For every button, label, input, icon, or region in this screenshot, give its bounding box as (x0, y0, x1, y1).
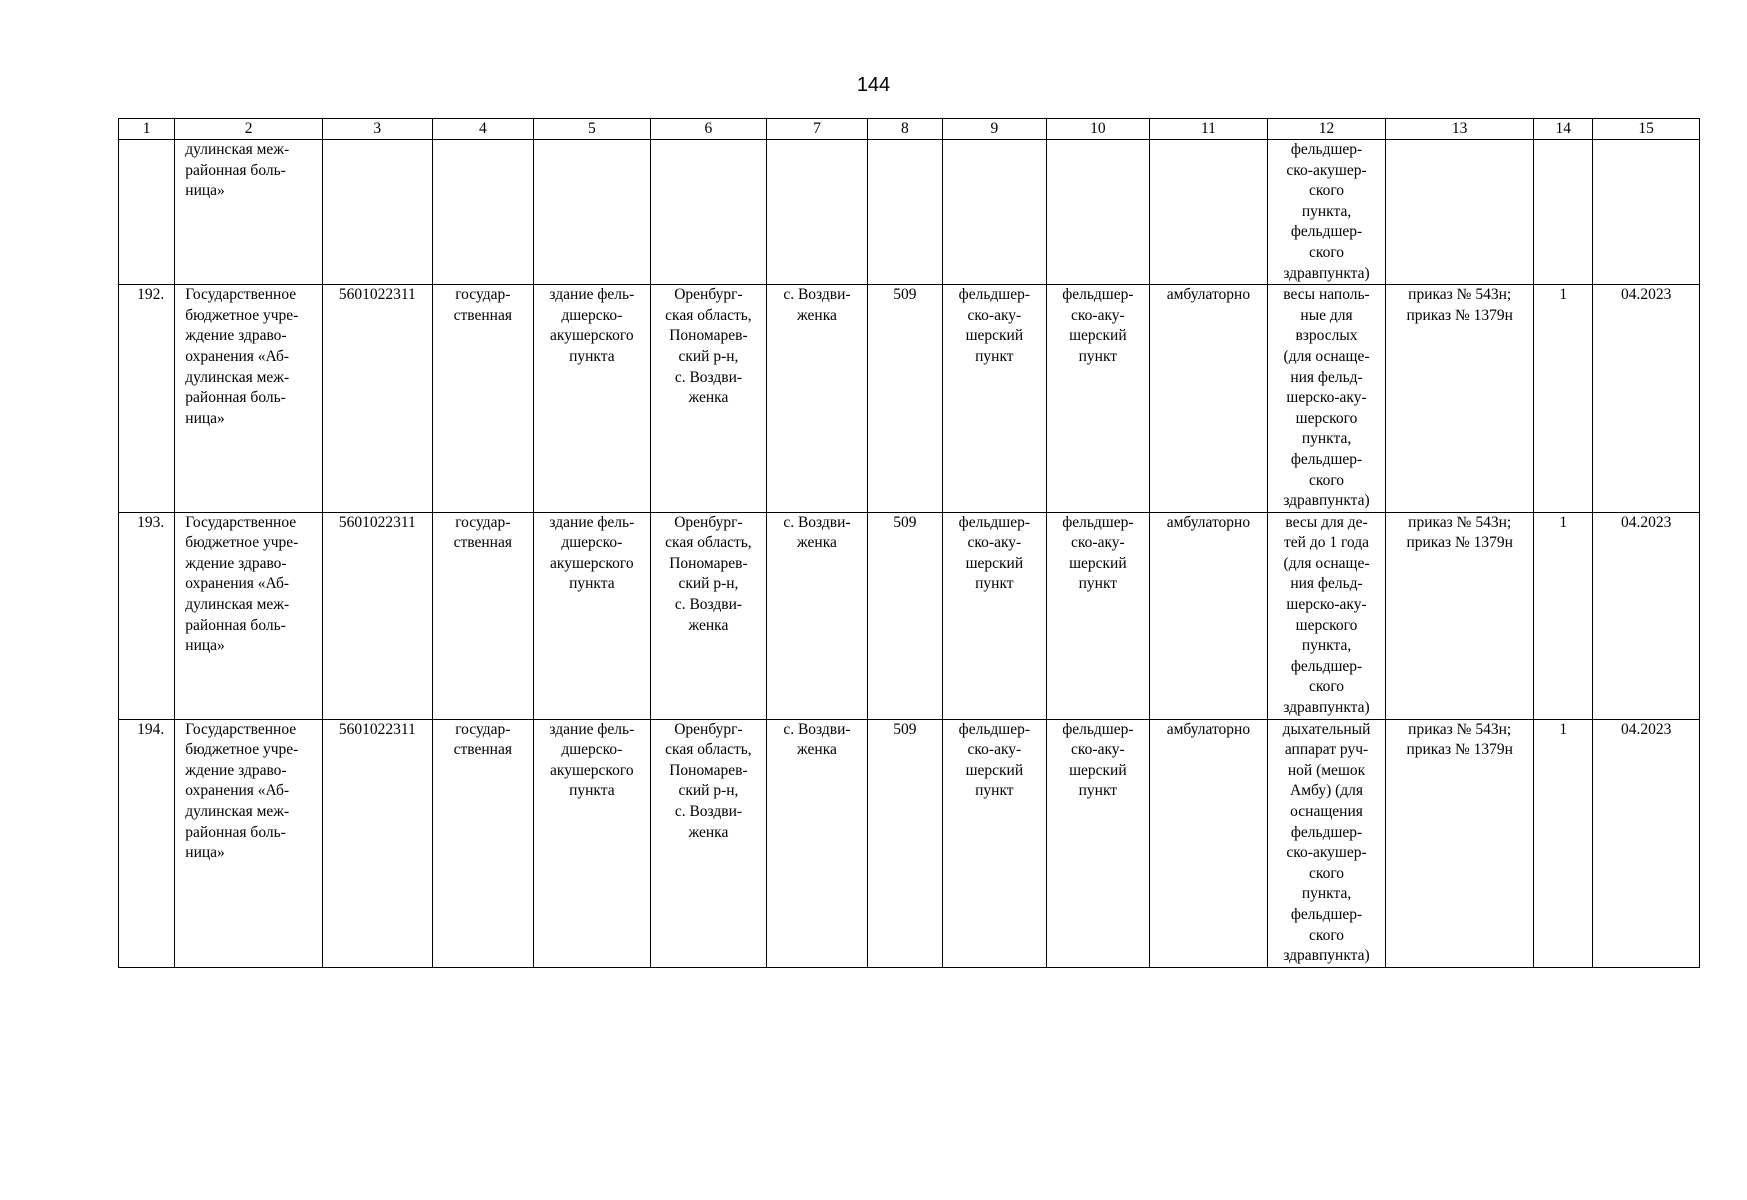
cell-line: акушерского (550, 327, 634, 345)
cell-line: (для оснаще- (1283, 554, 1370, 572)
unit-name-cell (1046, 719, 1150, 967)
cell-line: фельдшер- (1062, 720, 1134, 738)
cell-line: пункта, (1301, 430, 1352, 448)
cell-line: ско-аку- (967, 534, 1022, 552)
equipment-cell (1267, 285, 1386, 513)
cell-line: районная боль- (185, 389, 286, 407)
cell-line: шерского (1295, 409, 1358, 427)
cell-line: пункт (1078, 347, 1118, 365)
cell-line: ская область, (665, 741, 752, 759)
settlement-cell (767, 140, 868, 285)
cell-line: пункта, (1301, 202, 1352, 220)
care-conditions-cell: амбулаторно (1150, 285, 1268, 513)
column-number: 13 (1386, 119, 1534, 140)
cell-line: пункт (1078, 782, 1118, 800)
cell-line: здравпункта) (1283, 699, 1370, 717)
row-number-cell: 194. (119, 719, 175, 967)
cell-line: Государственное (185, 286, 297, 304)
cell-line: дшерско- (561, 741, 623, 759)
cell-line: Пономарев- (669, 761, 748, 779)
date-cell: 04.2023 (1593, 512, 1700, 719)
building-cell (534, 719, 651, 967)
cell-line: здание фель- (549, 286, 635, 304)
table-row (119, 719, 1700, 967)
cell-line: приказ № 543н; (1408, 286, 1512, 304)
order-cell (1386, 512, 1534, 719)
building-cell (534, 512, 651, 719)
cell-line: Оренбург- (674, 513, 743, 531)
equipment-cell (1267, 512, 1386, 719)
cell-line: ния фельд- (1290, 575, 1363, 593)
cell-line: государ- (455, 513, 511, 531)
inn-cell (323, 140, 433, 285)
cell-line: Оренбург- (674, 720, 743, 738)
cell-line: фельдшер- (1290, 823, 1363, 841)
cell-line: шерского (1295, 616, 1358, 634)
cell-line: бюджетное учре- (185, 741, 299, 759)
cell-line: шерский (965, 327, 1024, 345)
equipment-cell (1267, 719, 1386, 967)
cell-line: ждение здраво- (185, 327, 287, 345)
cell-line: дулинская меж- (185, 141, 290, 158)
cell-line: пункт (1078, 575, 1118, 593)
cell-line: государ- (455, 720, 511, 738)
order-cell (1386, 719, 1534, 967)
cell-line: ско-акушер- (1286, 844, 1367, 862)
cell-line: районная боль- (185, 161, 286, 179)
cell-line: женка (797, 306, 837, 324)
cell-line: пункта (569, 347, 615, 365)
institution-cell (175, 719, 323, 967)
quantity-cell: 1 (1534, 719, 1593, 967)
cell-line: районная боль- (185, 823, 286, 841)
cell-line: Государственное (185, 720, 297, 738)
cell-line: ского (1308, 471, 1345, 489)
cell-line: фельдшер- (958, 720, 1031, 738)
building-cell (534, 285, 651, 513)
settlement-cell (767, 512, 868, 719)
cell-line: приказ № 1379н (1406, 534, 1513, 552)
care-conditions-cell (1150, 140, 1268, 285)
cell-line: дшерско- (561, 534, 623, 552)
column-number: 6 (650, 119, 767, 140)
cell-line: государ- (455, 286, 511, 304)
unit-name-cell (1046, 140, 1150, 285)
cell-line: шерский (1069, 761, 1127, 779)
cell-line: Государственное (185, 513, 297, 531)
address-cell (650, 285, 767, 513)
unit-type-cell (943, 512, 1047, 719)
quantity-cell (1534, 140, 1593, 285)
cell-line: шерский (1069, 554, 1127, 572)
cell-line: с. Воздви- (783, 513, 851, 531)
cell-line: охранения «Аб- (185, 347, 289, 365)
order-cell (1386, 285, 1534, 513)
date-cell (1593, 140, 1700, 285)
column-number: 7 (767, 119, 868, 140)
address-cell (650, 140, 767, 285)
cell-line: фельдшер- (1062, 286, 1134, 304)
unit-type-cell (943, 140, 1047, 285)
cell-line: здание фель- (549, 513, 635, 531)
cell-line: шерско-аку- (1286, 596, 1367, 614)
cell-line: акушерского (550, 761, 634, 779)
cell-line: ница» (185, 182, 225, 200)
cell-line: ская область, (665, 534, 752, 552)
cell-line: приказ № 1379н (1406, 306, 1513, 324)
cell-line: ственная (453, 534, 512, 552)
building-cell (534, 140, 651, 285)
settlement-cell (767, 719, 868, 967)
page-number: 144 (856, 74, 891, 96)
cell-line: фельдшер- (1290, 905, 1363, 923)
cell-line: пункт (975, 782, 1014, 800)
cell-line: фельдшер- (1290, 450, 1363, 468)
ownership-cell (432, 285, 534, 513)
cell-line: пункта, (1301, 637, 1352, 655)
cell-line: ско-аку- (1071, 306, 1125, 324)
cell-line: фельдшер- (1290, 141, 1363, 158)
cell-line: (для оснаще- (1283, 347, 1370, 365)
column-number: 9 (943, 119, 1047, 140)
cell-line: Амбу) (для (1290, 782, 1364, 800)
cell-line: приказ № 543н; (1408, 720, 1512, 738)
cell-line: весы для де- (1285, 513, 1368, 531)
cell-line: здравпункта) (1283, 264, 1370, 282)
code-cell: 509 (867, 285, 942, 513)
cell-line: с. Воздви- (674, 596, 743, 614)
table-row (119, 512, 1700, 719)
column-number: 5 (534, 119, 651, 140)
cell-line: ждение здраво- (185, 554, 287, 572)
code-cell: 509 (867, 719, 942, 967)
cell-line: фельдшер- (1290, 657, 1363, 675)
cell-line: взрослых (1295, 327, 1358, 345)
ownership-cell (432, 140, 534, 285)
cell-line: оснащения (1290, 803, 1363, 820)
table-row (119, 285, 1700, 513)
cell-line: дулинская меж- (185, 368, 290, 386)
unit-name-cell (1046, 512, 1150, 719)
cell-line: с. Воздви- (674, 803, 743, 820)
column-number: 14 (1534, 119, 1593, 140)
column-number: 3 (323, 119, 433, 140)
code-cell (867, 140, 942, 285)
cell-line: ница» (185, 637, 225, 655)
unit-name-cell (1046, 285, 1150, 513)
cell-line: ско-аку- (967, 741, 1022, 759)
cell-line: с. Воздви- (783, 720, 851, 738)
inn-cell: 5601022311 (323, 719, 433, 967)
order-cell (1386, 140, 1534, 285)
cell-line: дшерско- (561, 306, 623, 324)
settlement-cell (767, 285, 868, 513)
cell-line: дулинская меж- (185, 803, 290, 820)
cell-line: ская область, (665, 306, 752, 324)
cell-line: здравпункта) (1283, 947, 1370, 965)
cell-line: шерский (1069, 327, 1127, 345)
column-number: 10 (1046, 119, 1150, 140)
date-cell: 04.2023 (1593, 719, 1700, 967)
cell-line: пункт (975, 575, 1014, 593)
row-number-cell (119, 140, 175, 285)
care-conditions-cell: амбулаторно (1150, 512, 1268, 719)
cell-line: ского (1308, 864, 1345, 882)
column-number: 15 (1593, 119, 1700, 140)
cell-line: пункта (569, 782, 615, 800)
cell-line: фельдшер- (1062, 513, 1134, 531)
cell-line: охранения «Аб- (185, 782, 289, 800)
cell-line: женка (688, 823, 729, 841)
cell-line: здание фель- (549, 720, 635, 738)
cell-line: районная боль- (185, 616, 286, 634)
cell-line: ский р-н, (678, 347, 739, 365)
inn-cell: 5601022311 (323, 512, 433, 719)
cell-line: ского (1308, 243, 1345, 261)
table-row (119, 140, 1700, 285)
care-conditions-cell: амбулаторно (1150, 719, 1268, 967)
institution-cell (175, 512, 323, 719)
row-number-cell: 192. (119, 285, 175, 513)
quantity-cell: 1 (1534, 285, 1593, 513)
cell-line: бюджетное учре- (185, 306, 299, 324)
cell-line: фельдшер- (1290, 223, 1363, 241)
cell-line: охранения «Аб- (185, 575, 289, 593)
ownership-cell (432, 512, 534, 719)
inn-cell: 5601022311 (323, 285, 433, 513)
cell-line: ско-аку- (1071, 534, 1125, 552)
cell-line: Пономарев- (669, 554, 748, 572)
institution-cell (175, 140, 323, 285)
cell-line: шерский (965, 761, 1024, 779)
cell-line: ница» (185, 844, 225, 862)
cell-line: аппарат руч- (1284, 741, 1369, 759)
cell-line: акушерского (550, 554, 634, 572)
cell-line: дыхательный (1282, 720, 1371, 738)
cell-line: ско-аку- (967, 306, 1022, 324)
column-number: 11 (1150, 119, 1268, 140)
code-cell: 509 (867, 512, 942, 719)
cell-line: Пономарев- (669, 327, 748, 345)
cell-line: приказ № 543н; (1408, 513, 1512, 531)
equipment-cell (1267, 140, 1386, 285)
unit-type-cell (943, 719, 1047, 967)
cell-line: ско-аку- (1071, 741, 1125, 759)
cell-line: с. Воздви- (783, 286, 851, 304)
cell-line: женка (688, 389, 729, 407)
cell-line: шерский (965, 554, 1024, 572)
cell-line: шерско-аку- (1286, 389, 1367, 407)
cell-line: женка (797, 534, 837, 552)
column-number: 4 (432, 119, 534, 140)
column-number: 8 (867, 119, 942, 140)
row-number-cell: 193. (119, 512, 175, 719)
cell-line: ско-акушер- (1286, 161, 1367, 179)
address-cell (650, 719, 767, 967)
cell-line: дулинская меж- (185, 596, 290, 614)
cell-line: ница» (185, 409, 225, 427)
cell-line: пункта, (1301, 885, 1352, 903)
date-cell: 04.2023 (1593, 285, 1700, 513)
column-number: 12 (1267, 119, 1386, 140)
institution-cell (175, 285, 323, 513)
cell-line: ственная (453, 306, 512, 324)
cell-line: с. Воздви- (674, 368, 743, 386)
quantity-cell: 1 (1534, 512, 1593, 719)
unit-type-cell (943, 285, 1047, 513)
cell-line: пункта (569, 575, 615, 593)
cell-line: ные для (1300, 306, 1353, 324)
cell-line: фельдшер- (958, 286, 1031, 304)
cell-line: ский р-н, (678, 782, 739, 800)
cell-line: ского (1308, 926, 1345, 944)
registry-table (118, 118, 1700, 968)
cell-line: пункт (975, 347, 1014, 365)
cell-line: фельдшер- (958, 513, 1031, 531)
ownership-cell (432, 719, 534, 967)
cell-line: бюджетное учре- (185, 534, 299, 552)
cell-line: тей до 1 года (1284, 534, 1370, 552)
cell-line: ной (мешок (1287, 761, 1366, 779)
cell-line: ния фельд- (1290, 368, 1363, 386)
cell-line: Оренбург- (674, 286, 743, 304)
cell-line: здравпункта) (1283, 492, 1370, 510)
cell-line: ского (1308, 182, 1345, 200)
cell-line: ского (1308, 678, 1345, 696)
column-number: 2 (175, 119, 323, 140)
cell-line: ждение здраво- (185, 761, 287, 779)
cell-line: весы наполь- (1283, 286, 1370, 304)
column-number: 1 (119, 119, 175, 140)
cell-line: женка (688, 616, 729, 634)
address-cell (650, 512, 767, 719)
cell-line: ственная (453, 741, 512, 759)
cell-line: женка (797, 741, 837, 759)
cell-line: приказ № 1379н (1406, 741, 1513, 759)
column-number-row (119, 119, 1700, 140)
cell-line: ский р-н, (678, 575, 739, 593)
